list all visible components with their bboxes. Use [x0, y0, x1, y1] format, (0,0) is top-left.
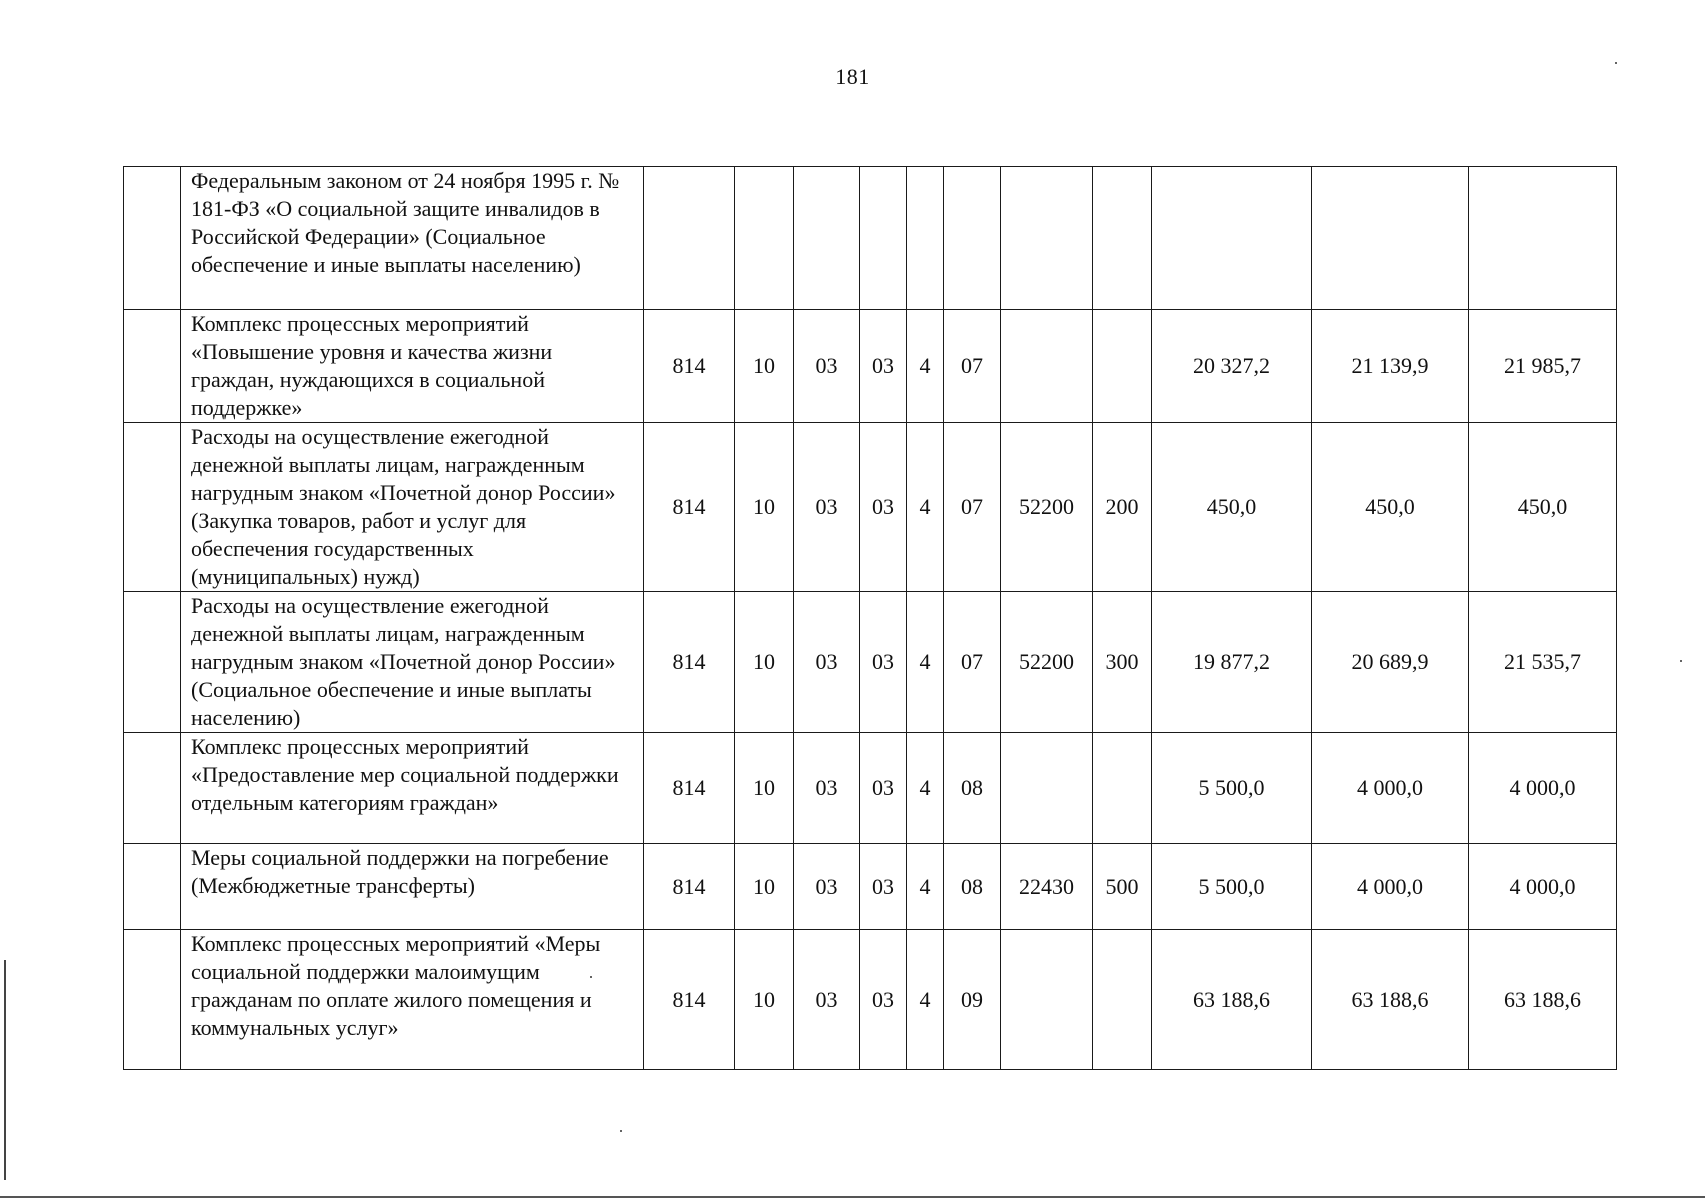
target-article-part1-cell: 03: [860, 310, 907, 423]
amount-year3-cell: 450,0: [1469, 423, 1617, 592]
expense-type-cell: 300: [1093, 592, 1152, 733]
subsection-cell: 03: [794, 930, 860, 1070]
target-article-part2-cell: 4: [907, 423, 944, 592]
amount-year1-cell: 20 327,2: [1152, 310, 1312, 423]
target-article-part4-cell: 52200: [1001, 423, 1093, 592]
blank-cell: [124, 930, 181, 1070]
target-article-part3-cell: 07: [944, 310, 1001, 423]
target-article-part4-cell: [1001, 930, 1093, 1070]
amount-year2-cell: 4 000,0: [1312, 733, 1469, 844]
target-article-part2-cell: 4: [907, 310, 944, 423]
section-cell: 10: [735, 844, 794, 930]
table-row: [124, 423, 1617, 592]
grbs-cell: 814: [644, 733, 735, 844]
amount-year3-cell: 63 188,6: [1469, 930, 1617, 1070]
target-article-part4-cell: 22430: [1001, 844, 1093, 930]
expense-type-cell: [1093, 733, 1152, 844]
section-cell: 10: [735, 310, 794, 423]
target-article-part3-cell: 07: [944, 423, 1001, 592]
blank-cell: [124, 844, 181, 930]
row-name-cell: Федеральным законом от 24 ноября 1995 г. № 181-ФЗ «О социальной защите инвалидов в Российской Федерации» (Социальное обеспечение и иные выплаты населению): [181, 167, 644, 310]
table-row: [124, 844, 1617, 930]
grbs-cell: [644, 167, 735, 310]
target-article-part4-cell: [1001, 167, 1093, 310]
blank-cell: [124, 733, 181, 844]
scan-speck: [1680, 660, 1682, 662]
target-article-part1-cell: 03: [860, 592, 907, 733]
target-article-part1-cell: 03: [860, 733, 907, 844]
scan-bottom-edge: [0, 1196, 1705, 1198]
amount-year2-cell: 450,0: [1312, 423, 1469, 592]
subsection-cell: [794, 167, 860, 310]
row-name-cell: Расходы на осуществление ежегодной денежной выплаты лицам, награжденным нагрудным знаком «Почетной донор России» (Социальное обеспечение и иные выплаты населению): [181, 592, 644, 733]
amount-year2-cell: 20 689,9: [1312, 592, 1469, 733]
target-article-part1-cell: [860, 167, 907, 310]
target-article-part4-cell: [1001, 310, 1093, 423]
blank-cell: [124, 423, 181, 592]
subsection-cell: 03: [794, 733, 860, 844]
amount-year2-cell: 21 139,9: [1312, 310, 1469, 423]
subsection-cell: 03: [794, 592, 860, 733]
amount-year3-cell: 21 985,7: [1469, 310, 1617, 423]
amount-year1-cell: 450,0: [1152, 423, 1312, 592]
budget-table: [123, 166, 1617, 1070]
target-article-part3-cell: [944, 167, 1001, 310]
amount-year1-cell: 19 877,2: [1152, 592, 1312, 733]
blank-cell: [124, 167, 181, 310]
subsection-cell: 03: [794, 844, 860, 930]
grbs-cell: 814: [644, 310, 735, 423]
target-article-part4-cell: 52200: [1001, 592, 1093, 733]
expense-type-cell: [1093, 930, 1152, 1070]
row-name-cell: Комплекс процессных мероприятий «Предоставление мер социальной поддержки отдельным категориям граждан»: [181, 733, 644, 844]
section-cell: 10: [735, 423, 794, 592]
section-cell: 10: [735, 733, 794, 844]
target-article-part1-cell: 03: [860, 844, 907, 930]
scan-speck: [620, 1130, 622, 1132]
scan-edge-line: [4, 960, 6, 1180]
row-name-cell: Расходы на осуществление ежегодной денежной выплаты лицам, награжденным нагрудным знаком «Почетной донор России» (Закупка товаров, работ и услуг для обеспечения государственных (муниципальных) нужд): [181, 423, 644, 592]
amount-year1-cell: 5 500,0: [1152, 844, 1312, 930]
target-article-part2-cell: 4: [907, 844, 944, 930]
target-article-part3-cell: 09: [944, 930, 1001, 1070]
table-row: [124, 592, 1617, 733]
amount-year2-cell: 4 000,0: [1312, 844, 1469, 930]
row-name-cell: Комплекс процессных мероприятий «Меры социальной поддержки малоимущим гражданам по оплате жилого помещения и коммунальных услуг»: [181, 930, 644, 1070]
grbs-cell: 814: [644, 423, 735, 592]
target-article-part3-cell: 07: [944, 592, 1001, 733]
scan-speck: [590, 976, 592, 978]
table-row: [124, 167, 1617, 310]
target-article-part1-cell: 03: [860, 423, 907, 592]
page-number: 181: [835, 64, 870, 89]
amount-year2-cell: [1312, 167, 1469, 310]
amount-year2-cell: 63 188,6: [1312, 930, 1469, 1070]
target-article-part2-cell: 4: [907, 930, 944, 1070]
expense-type-cell: [1093, 310, 1152, 423]
amount-year3-cell: [1469, 167, 1617, 310]
row-name-cell: Меры социальной поддержки на погребение (Межбюджетные трансферты): [181, 844, 644, 930]
subsection-cell: 03: [794, 423, 860, 592]
expense-type-cell: [1093, 167, 1152, 310]
table-row: [124, 733, 1617, 844]
scan-speck: [1615, 62, 1617, 64]
target-article-part3-cell: 08: [944, 844, 1001, 930]
target-article-part3-cell: 08: [944, 733, 1001, 844]
subsection-cell: 03: [794, 310, 860, 423]
amount-year1-cell: 5 500,0: [1152, 733, 1312, 844]
target-article-part2-cell: 4: [907, 592, 944, 733]
expense-type-cell: 500: [1093, 844, 1152, 930]
table-row: [124, 310, 1617, 423]
expense-type-cell: 200: [1093, 423, 1152, 592]
target-article-part2-cell: 4: [907, 733, 944, 844]
target-article-part2-cell: [907, 167, 944, 310]
amount-year3-cell: 4 000,0: [1469, 733, 1617, 844]
row-name-cell: Комплекс процессных мероприятий «Повышение уровня и качества жизни граждан, нуждающихся в социальной поддержке»: [181, 310, 644, 423]
blank-cell: [124, 592, 181, 733]
grbs-cell: 814: [644, 844, 735, 930]
amount-year1-cell: [1152, 167, 1312, 310]
target-article-part4-cell: [1001, 733, 1093, 844]
amount-year1-cell: 63 188,6: [1152, 930, 1312, 1070]
amount-year3-cell: 4 000,0: [1469, 844, 1617, 930]
grbs-cell: 814: [644, 592, 735, 733]
section-cell: [735, 167, 794, 310]
grbs-cell: 814: [644, 930, 735, 1070]
blank-cell: [124, 310, 181, 423]
section-cell: 10: [735, 592, 794, 733]
amount-year3-cell: 21 535,7: [1469, 592, 1617, 733]
target-article-part1-cell: 03: [860, 930, 907, 1070]
section-cell: 10: [735, 930, 794, 1070]
table-row: [124, 930, 1617, 1070]
